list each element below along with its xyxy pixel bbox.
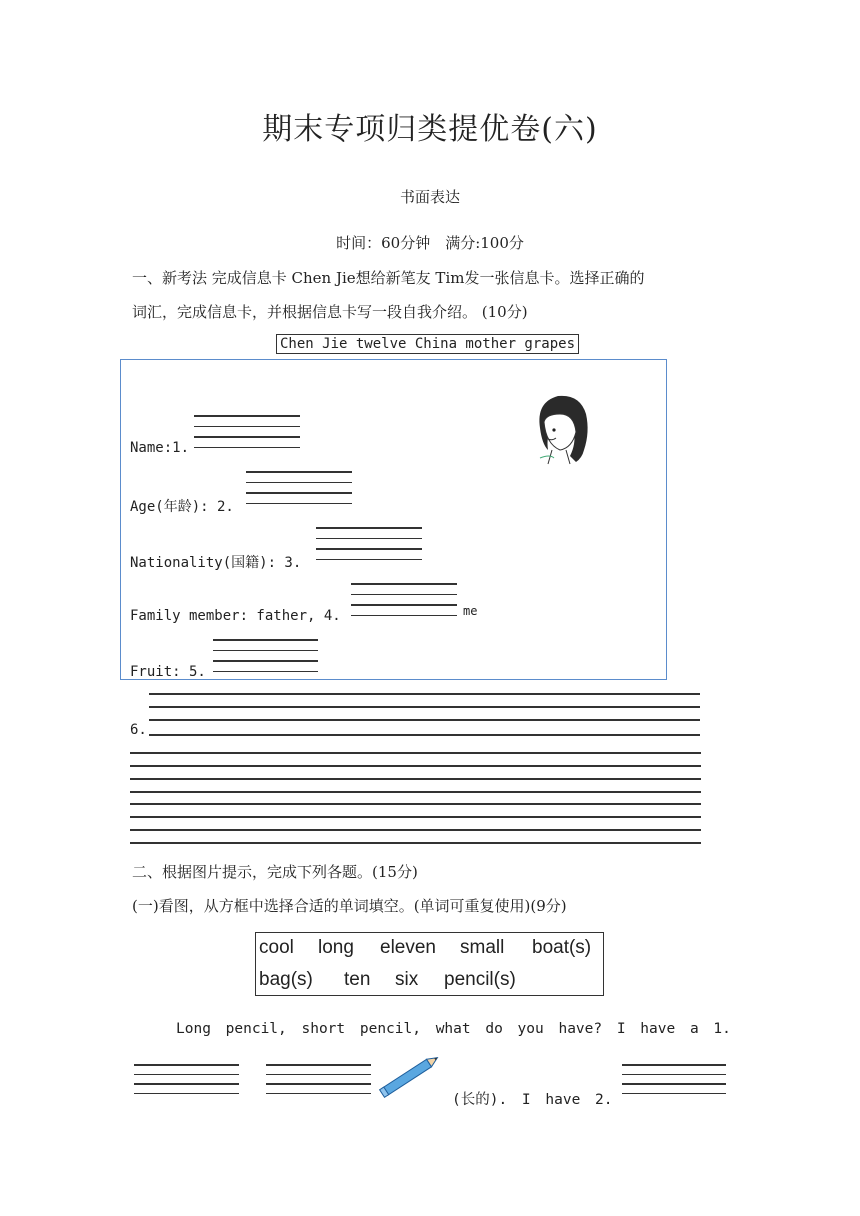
word-bank-item: eleven: [380, 937, 436, 958]
writing-line[interactable]: [149, 693, 700, 695]
page-title: 期末专项归类提优卷(六): [262, 112, 598, 147]
long-pencil-icon: [375, 1052, 445, 1100]
word-bank-box: Chen Jie twelve China mother grapes: [276, 334, 579, 354]
section1-instruction-line1: 一、新考法 完成信息卡 Chen Jie想给新笔友 Tim发一张信息卡。选择正确的: [132, 269, 645, 287]
card-age-label: Age(年龄): 2.: [130, 499, 234, 515]
writing-line[interactable]: [130, 816, 701, 818]
passage-line-1: Long pencil, short pencil, what do you have? I have a 1.: [176, 1021, 731, 1037]
passage-answer-lines-a[interactable]: [134, 1064, 239, 1103]
card-family-label: Family member: father, 4.: [130, 608, 341, 624]
section2-sub1: (一)看图，从方框中选择合适的单词填空。(单词可重复使用)(9分): [132, 897, 567, 915]
answer-lines-5[interactable]: [213, 639, 318, 681]
girl-portrait-icon: [530, 392, 594, 468]
writing-line[interactable]: [130, 765, 701, 767]
word-bank-item: boat(s): [532, 937, 592, 958]
writing-line[interactable]: [130, 752, 701, 754]
answer-lines-2[interactable]: [246, 471, 352, 513]
writing-line[interactable]: [149, 719, 700, 721]
passage-answer-lines-2[interactable]: [622, 1064, 726, 1103]
word-bank-item: ten: [344, 969, 371, 990]
word-bank-item: cool: [259, 937, 294, 958]
answer-lines-1[interactable]: [194, 415, 300, 457]
card-fruit-label: Fruit: 5.: [130, 664, 206, 680]
writing-line[interactable]: [149, 734, 700, 736]
answer-lines-4[interactable]: [351, 583, 457, 625]
writing-line[interactable]: [130, 791, 701, 793]
section1-instruction-line2: 词汇，完成信息卡，并根据信息卡写一段自我介绍。 (10分): [132, 303, 528, 321]
word-bank-item: long: [318, 937, 354, 958]
card-name-label: Name:1.: [130, 440, 190, 456]
writing-line[interactable]: [130, 842, 701, 844]
writing-line[interactable]: [130, 803, 701, 805]
word-bank-item: bag(s): [259, 969, 313, 990]
section2-heading: 二、根据图片提示，完成下列各题。(15分): [132, 863, 418, 881]
time-score-line: 时间：60分钟 满分:100分: [336, 234, 524, 252]
writing-line[interactable]: [130, 778, 701, 780]
word-bank-item: six: [395, 969, 419, 990]
page-subtitle: 书面表达: [399, 188, 460, 206]
word-bank-box-2: [255, 932, 604, 996]
writing-line[interactable]: [149, 706, 700, 708]
answer-lines-3[interactable]: [316, 527, 422, 569]
passage-line-2: (长的). I have 2.: [452, 1092, 613, 1108]
passage-answer-lines-b[interactable]: [266, 1064, 371, 1103]
card-family-suffix: me: [463, 604, 478, 618]
word-bank-item: pencil(s): [444, 969, 516, 990]
card-nationality-label: Nationality(国籍): 3.: [130, 555, 302, 571]
writing-label: 6.: [130, 722, 147, 738]
word-bank-item: small: [460, 937, 505, 958]
writing-line[interactable]: [130, 829, 701, 831]
